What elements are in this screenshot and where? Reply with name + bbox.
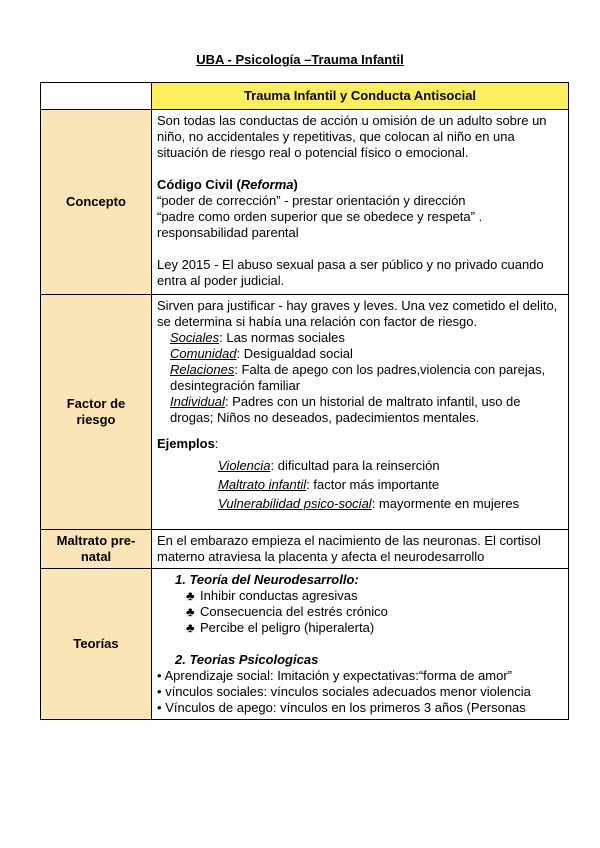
club-bullet-icon: ♣ bbox=[186, 604, 195, 619]
ejemplos-heading: Ejemplos: bbox=[157, 436, 219, 451]
codigo-item: “poder de corrección” - prestar orientación y dirección bbox=[157, 193, 466, 208]
content-concepto bbox=[152, 110, 569, 295]
codigo-civil-heading: Código Civil (Reforma) bbox=[157, 177, 298, 192]
concepto-intro: Son todas las conductas de acción u omisión de un adulto sobre un niño, no accidentales y repetitivas, que colocan al niño en una situación de riesgo real o potencial físico o emocional. bbox=[157, 113, 547, 160]
row-maltrato-prenatal bbox=[41, 530, 569, 569]
club-bullet-icon: ♣ bbox=[186, 588, 195, 603]
factor-item-comunidad: Comunidad: Desigualdad social bbox=[170, 346, 353, 361]
summary-table bbox=[40, 82, 569, 720]
club-bullet-icon: ♣ bbox=[186, 620, 195, 635]
content-factor-riesgo bbox=[152, 295, 569, 530]
teoria-neurodesarrollo-heading: 1. Teoría del Neurodesarrollo: bbox=[175, 572, 359, 587]
psico-item: • Aprendizaje social: Imitación y expectativas:“forma de amor” bbox=[157, 668, 513, 683]
content-maltrato-prenatal: En el embarazo empieza el nacimiento de las neuronas. El cortisol materno atraviesa la placenta y afecta el neurodesarrollo bbox=[152, 530, 569, 569]
ley-2015-text: Ley 2015 - El abuso sexual pasa a ser público y no privado cuando entra al poder judicial. bbox=[157, 257, 544, 288]
psico-item: • Vínculos de apego: vínculos en los primeros 3 años (Personas bbox=[157, 700, 526, 715]
bullet-icon: • bbox=[157, 684, 162, 699]
header-blank-cell bbox=[41, 83, 152, 110]
neuro-item: ♣ Inhibir conductas agresivas bbox=[186, 588, 358, 603]
document-title: UBA - Psicología –Trauma Infantil bbox=[196, 52, 404, 67]
table-header-row bbox=[41, 83, 569, 110]
label-teorias: Teorías bbox=[41, 569, 152, 720]
ejemplo-item: Violencia: dificultad para la reinserción bbox=[218, 458, 440, 473]
bullet-icon: • bbox=[157, 700, 162, 715]
row-teorias bbox=[41, 569, 569, 720]
neuro-item: ♣ Consecuencia del estrés crónico bbox=[186, 604, 388, 619]
factor-item-sociales: Sociales: Las normas sociales bbox=[170, 330, 345, 345]
bullet-icon: • bbox=[157, 668, 162, 683]
ejemplo-item: Maltrato infantil: factor más importante bbox=[218, 477, 440, 492]
neuro-item: ♣ Percibe el peligro (hiperalerta) bbox=[186, 620, 375, 635]
row-factor-riesgo bbox=[41, 295, 569, 530]
label-maltrato-prenatal: Maltrato pre-natal bbox=[41, 530, 152, 569]
ejemplo-item: Vulnerabilidad psico-social: mayormente en mujeres bbox=[218, 496, 520, 511]
row-concepto bbox=[41, 110, 569, 295]
factor-intro: Sirven para justificar - hay graves y leves. Una vez cometido el delito, se determina si había una relación con factor de riesgo. bbox=[157, 298, 558, 329]
content-teorias bbox=[152, 569, 569, 720]
label-factor-riesgo: Factor de riesgo bbox=[41, 295, 152, 530]
psico-item: • vínculos sociales: vínculos sociales adecuados menor violencia bbox=[157, 684, 531, 699]
codigo-item: responsabilidad parental bbox=[157, 225, 299, 240]
table-header: Trauma Infantil y Conducta Antisocial bbox=[152, 83, 569, 110]
factor-item-relaciones: Relaciones: Falta de apego con los padres,violencia con parejas, desintegración familiar bbox=[170, 362, 546, 393]
label-concepto: Concepto bbox=[41, 110, 152, 295]
codigo-item: “padre como orden superior que se obedece y respeta” . bbox=[157, 209, 483, 224]
teorias-psicologicas-heading: 2. Teorias Psicologicas bbox=[175, 652, 319, 667]
factor-item-individual: Individual: Padres con un historial de maltrato infantil, uso de drogas; Niños no deseados, padecimientos mentales. bbox=[170, 394, 521, 425]
